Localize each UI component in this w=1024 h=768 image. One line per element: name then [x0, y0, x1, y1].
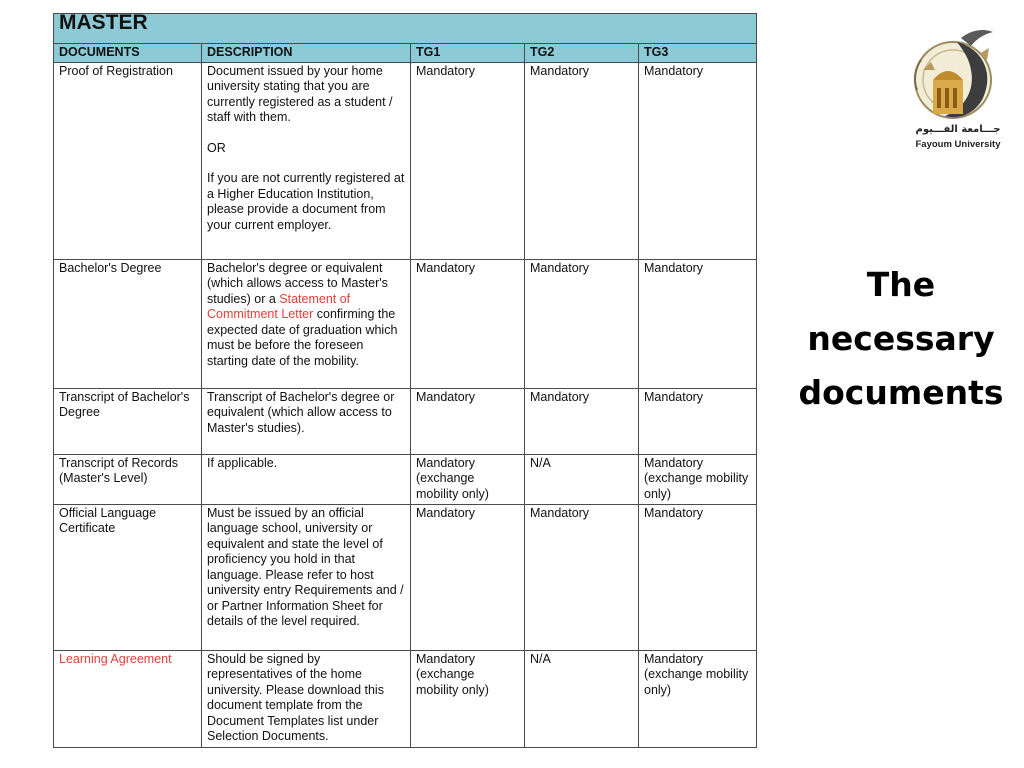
tg3-cell: Mandatory (exchange mobility only) [639, 454, 757, 504]
description-cell: Should be signed by representatives of the home university. Please download this document template from the Document Templates list under Selection Documents. [202, 650, 411, 747]
table-row [54, 454, 757, 504]
documents-table-wrapper [53, 13, 756, 748]
table-row [54, 504, 757, 650]
column-header-tg1: TG1 [411, 44, 525, 63]
slide-title-line: necessary [807, 319, 995, 358]
description-cell: If applicable. [202, 454, 411, 504]
table-row [54, 650, 757, 747]
learning-agreement-link[interactable]: Learning Agreement [54, 650, 202, 747]
table-title-row [54, 14, 757, 44]
column-header-tg3: TG3 [639, 44, 757, 63]
column-header-description: DESCRIPTION [202, 44, 411, 63]
document-cell: Transcript of Bachelor's Degree [54, 388, 202, 454]
university-name-english: Fayoum University [915, 139, 1001, 150]
slide-title-line: documents [798, 373, 1004, 412]
description-cell [202, 259, 411, 388]
tg2-cell: N/A [525, 454, 639, 504]
master-documents-table [53, 13, 757, 748]
tg3-cell: Mandatory (exchange mobility only) [639, 650, 757, 747]
description-cell [202, 62, 411, 259]
tg2-cell: Mandatory [525, 62, 639, 259]
column-header-documents: DOCUMENTS [54, 44, 202, 63]
table-row [54, 259, 757, 388]
description-paragraph: If you are not currently registered at a Higher Education Institution, please provide a document from your current employer. [207, 171, 405, 232]
slide-title [783, 258, 1019, 420]
tg2-cell: Mandatory [525, 504, 639, 650]
tg2-cell: Mandatory [525, 259, 639, 388]
tg1-cell: Mandatory [411, 62, 525, 259]
description-text-start: Bachelor's degree or equivalent (which allows access to Master's studies) or a [207, 260, 388, 306]
table-header-row [54, 44, 757, 63]
tg3-cell: Mandatory [639, 504, 757, 650]
column-header-tg2: TG2 [525, 44, 639, 63]
tg3-cell: Mandatory [639, 388, 757, 454]
description-text-end: confirming the expected date of graduation which must be before the foreseen starting date of the mobility. [207, 307, 398, 368]
tg1-cell: Mandatory (exchange mobility only) [411, 454, 525, 504]
table-row [54, 62, 757, 259]
tg1-cell: Mandatory (exchange mobility only) [411, 650, 525, 747]
table-row [54, 388, 757, 454]
description-cell: Must be issued by an official language school, university or equivalent and state the level of proficiency you hold in that language. Please refer to host university entry Requirements and / or Partner Information Sheet for details of the level required. [202, 504, 411, 650]
tg1-cell: Mandatory [411, 259, 525, 388]
description-paragraph: OR [207, 140, 226, 155]
table-title: MASTER [54, 14, 757, 44]
slide-title-line: The [866, 265, 936, 304]
description-cell: Transcript of Bachelor's degree or equivalent (which allow access to Master's studies). [202, 388, 411, 454]
tg3-cell: Mandatory [639, 62, 757, 259]
document-cell: Official Language Certificate [54, 504, 202, 650]
tg2-cell: N/A [525, 650, 639, 747]
document-cell: Proof of Registration [54, 62, 202, 259]
tg1-cell: Mandatory [411, 388, 525, 454]
document-cell: Bachelor's Degree [54, 259, 202, 388]
university-name-arabic: جـــامعة الفـــيوم [915, 124, 1001, 135]
description-paragraph: Document issued by your home university stating that you are currently registered as a student / staff with them. [207, 63, 393, 124]
tg1-cell: Mandatory [411, 504, 525, 650]
tg3-cell: Mandatory [639, 259, 757, 388]
tg2-cell: Mandatory [525, 388, 639, 454]
statement-of-commitment-link[interactable]: Statement of Commitment Letter [207, 291, 351, 321]
document-cell: Transcript of Records (Master's Level) [54, 454, 202, 504]
